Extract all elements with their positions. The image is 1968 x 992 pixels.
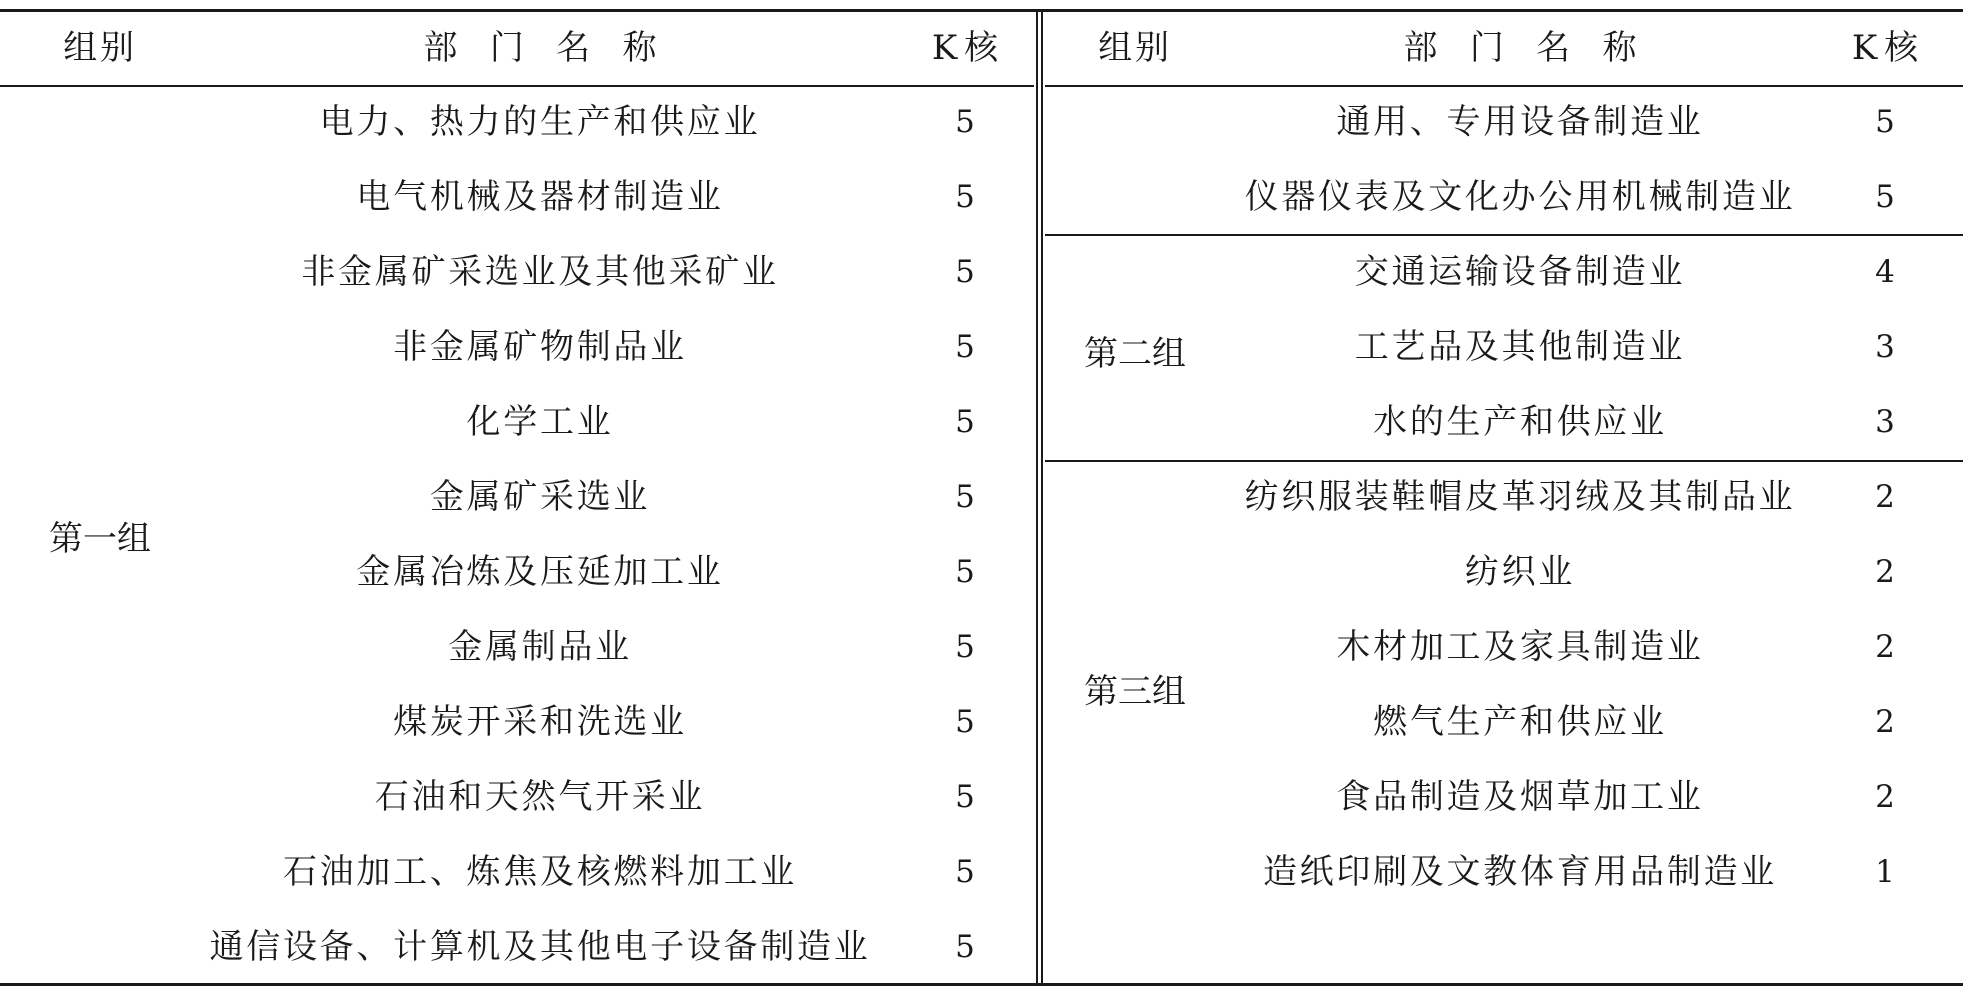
dept-name: 木材加工及家具制造业	[1336, 627, 1704, 667]
k-value: 5	[955, 554, 975, 590]
k-value: 5	[955, 854, 975, 890]
k-value: 5	[1875, 104, 1895, 140]
dept-name: 通信设备、计算机及其他电子设备制造业	[209, 927, 871, 967]
left-header-dept: 部门名称	[423, 28, 689, 68]
k-value: 5	[955, 179, 975, 215]
right-header-dept: 部门名称	[1403, 28, 1669, 68]
dept-name: 煤炭开采和洗选业	[393, 702, 687, 742]
k-value: 5	[955, 704, 975, 740]
dept-name: 食品制造及烟草加工业	[1336, 777, 1704, 817]
k-value: 5	[955, 104, 975, 140]
k-value: 2	[1875, 779, 1895, 815]
k-value: 2	[1875, 479, 1895, 515]
dept-name: 金属制品业	[448, 627, 632, 667]
k-value: 5	[955, 629, 975, 665]
k-value: 5	[955, 404, 975, 440]
k-value: 3	[1875, 404, 1895, 440]
k-value: 5	[955, 329, 975, 365]
left-header-k: K核	[931, 28, 1005, 68]
right-header-group: 组别	[1098, 28, 1172, 68]
dept-name: 金属冶炼及压延加工业	[356, 552, 724, 592]
k-value: 3	[1875, 329, 1895, 365]
k-value: 4	[1875, 254, 1895, 290]
group-label-2: 第二组	[1084, 334, 1186, 374]
center-divider-line-1	[1036, 9, 1038, 986]
k-value: 5	[955, 479, 975, 515]
dept-name: 非金属矿采选业及其他采矿业	[301, 252, 779, 292]
k-value: 5	[955, 929, 975, 965]
left-header-group: 组别	[63, 28, 137, 68]
dept-name: 石油和天然气开采业	[374, 777, 706, 817]
right-header-k: K核	[1851, 28, 1925, 68]
dept-name: 造纸印刷及文教体育用品制造业	[1262, 852, 1778, 892]
dept-name: 纺织业	[1464, 552, 1576, 592]
dept-name: 交通运输设备制造业	[1354, 252, 1686, 292]
center-divider-line-2	[1041, 9, 1043, 986]
k-value: 5	[955, 254, 975, 290]
k-value: 2	[1875, 629, 1895, 665]
dept-name: 金属矿采选业	[429, 477, 651, 517]
dept-name: 仪器仪表及文化办公用机械制造业	[1244, 177, 1796, 217]
k-value: 2	[1875, 554, 1895, 590]
dept-name: 燃气生产和供应业	[1373, 702, 1667, 742]
k-value: 5	[1875, 179, 1895, 215]
dept-name: 石油加工、炼焦及核燃料加工业	[282, 852, 798, 892]
k-value: 2	[1875, 704, 1895, 740]
dept-name: 纺织服装鞋帽皮革羽绒及其制品业	[1244, 477, 1796, 517]
dept-name: 非金属矿物制品业	[393, 327, 687, 367]
dept-name: 电气机械及器材制造业	[356, 177, 724, 217]
group-label-3: 第三组	[1084, 672, 1186, 712]
dept-name: 化学工业	[466, 402, 614, 442]
k-value: 1	[1875, 854, 1895, 890]
k-value: 5	[955, 779, 975, 815]
dept-name: 水的生产和供应业	[1373, 402, 1667, 442]
dept-name: 电力、热力的生产和供应业	[319, 102, 761, 142]
dept-name: 工艺品及其他制造业	[1354, 327, 1686, 367]
group-label-1: 第一组	[49, 519, 151, 559]
dept-name: 通用、专用设备制造业	[1336, 102, 1704, 142]
